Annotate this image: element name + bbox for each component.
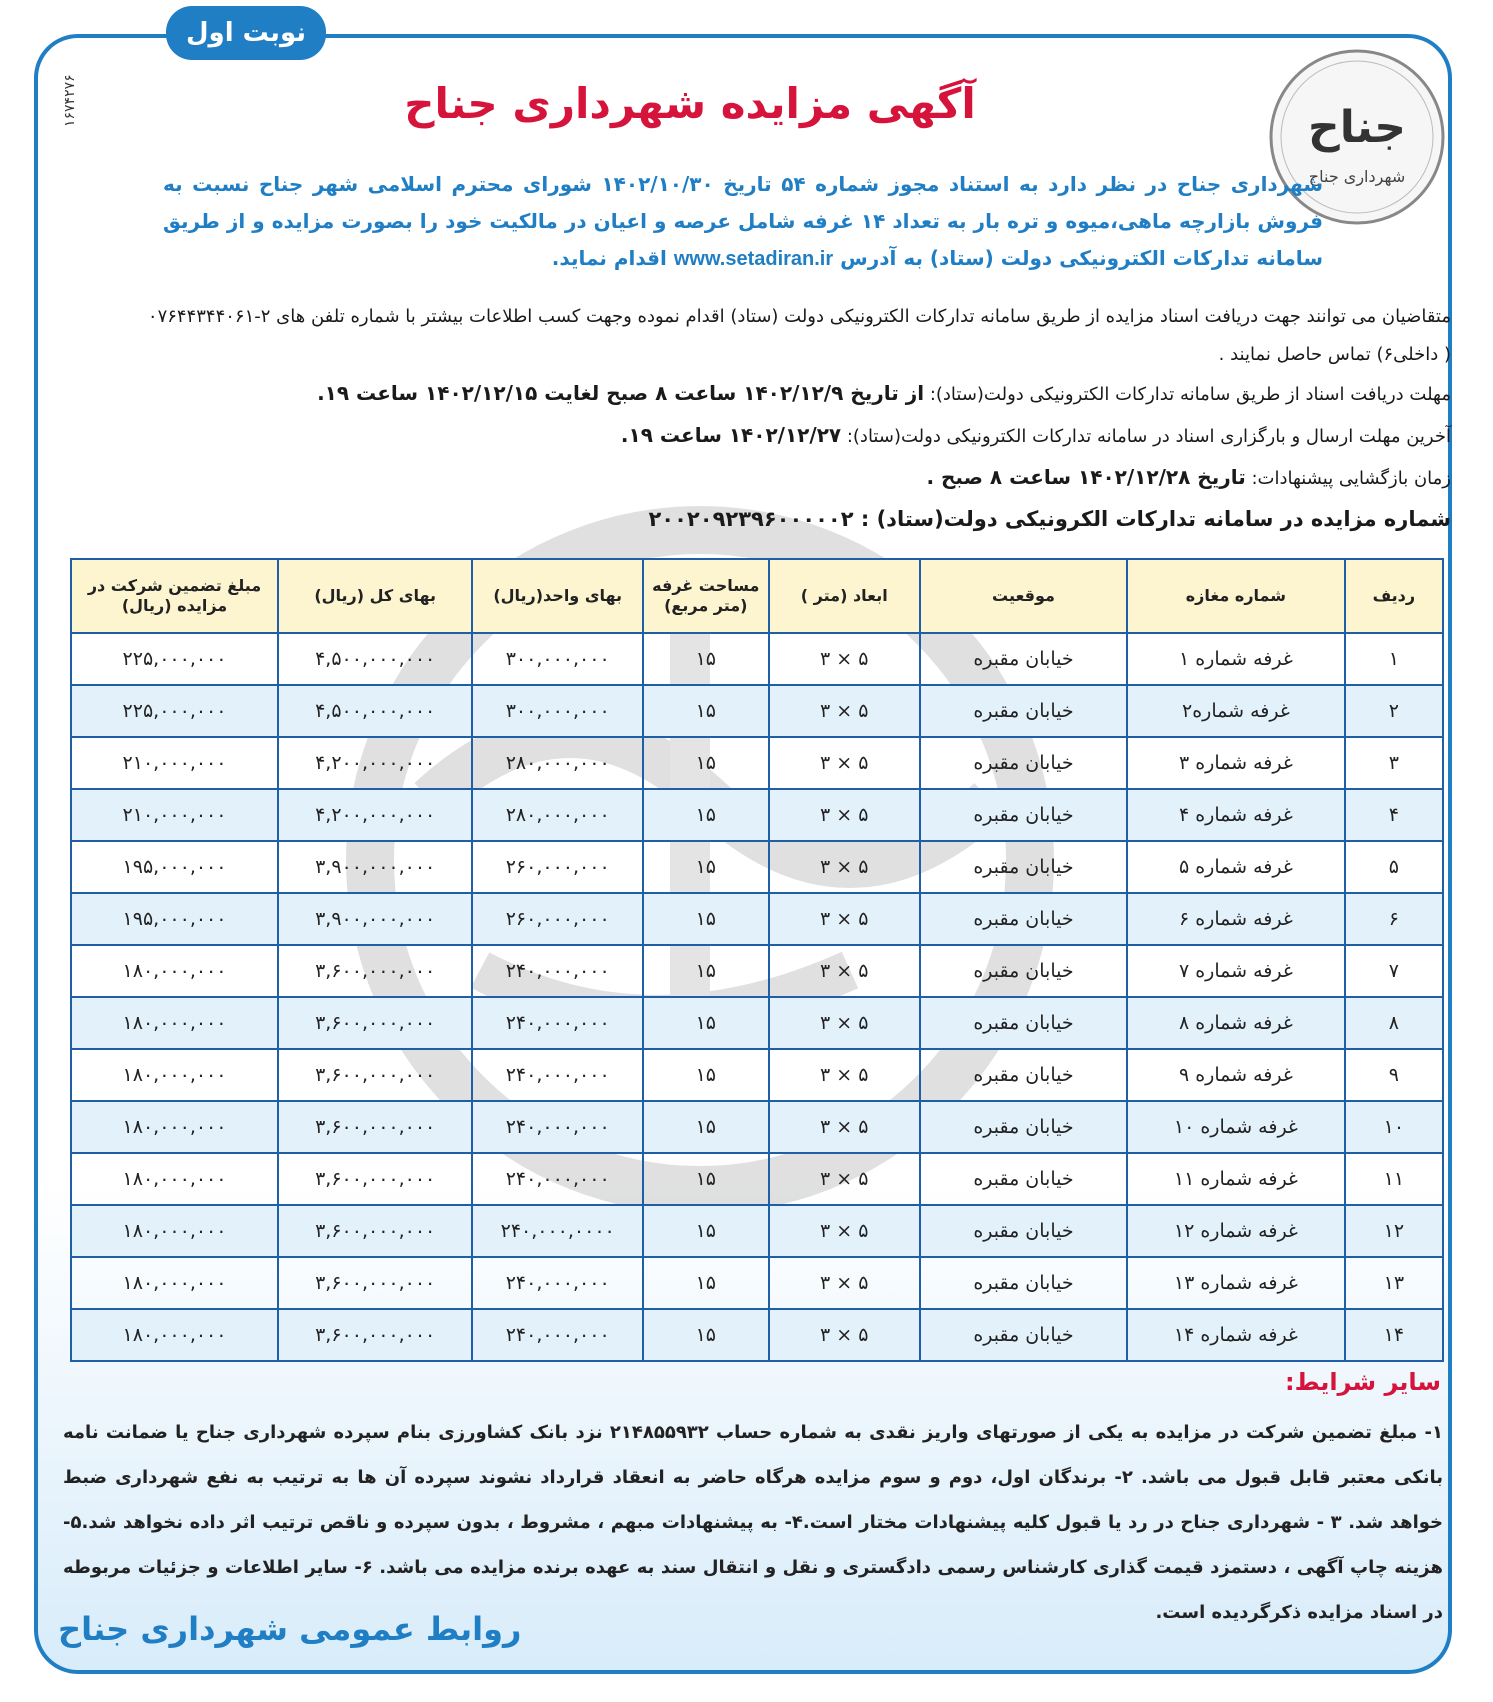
- upload-line: [41, 418, 1451, 454]
- cell-deposit: ۱۹۵,۰۰۰,۰۰۰: [71, 893, 278, 945]
- col-header-total-price: بهای کل (ریال): [278, 559, 472, 633]
- cell-total-price: ۴,۵۰۰,۰۰۰,۰۰۰: [278, 633, 472, 685]
- deadline-value: از تاریخ ۱۴۰۲/۱۲/۹ ساعت ۸ صبح لغایت ۱۴۰۲/۱۲/۱۵ ساعت ۱۹.: [317, 381, 925, 405]
- table-row: [71, 1049, 1443, 1101]
- cell-location: خیابان مقبره: [920, 997, 1127, 1049]
- cell-dimensions: ۵ × ۳: [769, 1257, 920, 1309]
- table-row: [71, 737, 1443, 789]
- cell-location: خیابان مقبره: [920, 945, 1127, 997]
- cell-shop-no: غرفه شماره ۵: [1127, 841, 1345, 893]
- intro-tail: اقدام نماید.: [551, 246, 667, 270]
- cell-dimensions: ۵ × ۳: [769, 1205, 920, 1257]
- cell-deposit: ۱۸۰,۰۰۰,۰۰۰: [71, 945, 278, 997]
- cell-total-price: ۳,۶۰۰,۰۰۰,۰۰۰: [278, 945, 472, 997]
- cell-unit-price: ۲۴۰,۰۰۰,۰۰۰: [472, 1101, 643, 1153]
- table-row: [71, 1205, 1443, 1257]
- cell-location: خیابان مقبره: [920, 737, 1127, 789]
- auction-value: ۲۰۰۲۰۹۲۳۹۶۰۰۰۰۰۲: [648, 507, 854, 531]
- cell-unit-price: ۲۶۰,۰۰۰,۰۰۰: [472, 893, 643, 945]
- cell-total-price: ۳,۶۰۰,۰۰۰,۰۰۰: [278, 1205, 472, 1257]
- table-row: [71, 685, 1443, 737]
- cell-unit-price: ۲۴۰,۰۰۰,۰۰۰: [472, 945, 643, 997]
- cell-row-no: ۱۳: [1345, 1257, 1443, 1309]
- upload-value: ۱۴۰۲/۱۲/۲۷ ساعت ۱۹.: [620, 423, 842, 447]
- table-row: [71, 945, 1443, 997]
- cell-total-price: ۳,۶۰۰,۰۰۰,۰۰۰: [278, 1257, 472, 1309]
- table-row: [71, 1101, 1443, 1153]
- cell-dimensions: ۵ × ۳: [769, 945, 920, 997]
- cell-location: خیابان مقبره: [920, 841, 1127, 893]
- cell-dimensions: ۵ × ۳: [769, 789, 920, 841]
- cell-row-no: ۱۴: [1345, 1309, 1443, 1361]
- cell-unit-price: ۲۴۰,۰۰۰,۰۰۰۰: [472, 1205, 643, 1257]
- cell-dimensions: ۵ × ۳: [769, 997, 920, 1049]
- cell-unit-price: ۲۴۰,۰۰۰,۰۰۰: [472, 1153, 643, 1205]
- col-header-unit-price: بهای واحد(ریال): [472, 559, 643, 633]
- cell-total-price: ۳,۶۰۰,۰۰۰,۰۰۰: [278, 1101, 472, 1153]
- cell-row-no: ۲: [1345, 685, 1443, 737]
- table-row: [71, 1153, 1443, 1205]
- cell-area: ۱۵: [643, 1309, 769, 1361]
- cell-total-price: ۳,۹۰۰,۰۰۰,۰۰۰: [278, 841, 472, 893]
- col-header-dimensions: ابعاد (متر ): [769, 559, 920, 633]
- cell-deposit: ۱۸۰,۰۰۰,۰۰۰: [71, 1257, 278, 1309]
- cell-area: ۱۵: [643, 633, 769, 685]
- cell-total-price: ۴,۵۰۰,۰۰۰,۰۰۰: [278, 685, 472, 737]
- cell-shop-no: غرفه شماره ۱۳: [1127, 1257, 1345, 1309]
- cell-location: خیابان مقبره: [920, 1205, 1127, 1257]
- cell-total-price: ۳,۹۰۰,۰۰۰,۰۰۰: [278, 893, 472, 945]
- col-header-area: مساحت غرفه (متر مربع): [643, 559, 769, 633]
- table-row: [71, 1309, 1443, 1361]
- conditions-text: ۱- مبلغ تضمین شرکت در مزایده به یکی از صورتهای واریز نقدی به شماره حساب ۲۱۴۸۵۵۹۳۲ نزد بانک کشاورزی بنام سپرده شهرداری جناح یا ضمانت نامه بانکی معتبر قابل قبول می باشد. ۲- برندگان اول، دوم و سوم مزایده هرگاه حاضر به انعقاد قرارداد نشوند سپرده آن ها به ترتیب به نفع شهرداری ضبط خواهد شد. ۳ - شهرداری جناح در رد یا قبول کلیه پیشنهادات مختار است.۴- به پیشنهادات مبهم ، مشروط ، بدون سپرده و ناقص ترتیب اثر داده نخواهد شد.۵- هزینه چاپ آگهی ، دستمزد قیمت گذاری کارشناس رسمی دادگستری و نقل و انتقال سند به عهده برنده مزایده می باشد. ۶- سایر اطلاعات و جزئیات مربوطه در اسناد مزایده ذکرگردیده است.: [63, 1422, 1444, 1623]
- cell-shop-no: غرفه شماره ۴: [1127, 789, 1345, 841]
- cell-dimensions: ۵ × ۳: [769, 685, 920, 737]
- cell-location: خیابان مقبره: [920, 1153, 1127, 1205]
- col-header-row-no: ردیف: [1345, 559, 1443, 633]
- notice-title: آگهی مزایده شهرداری جناح: [404, 79, 976, 128]
- deadline-label: مهلت دریافت اسناد از طریق سامانه تدارکات الکترونیکی دولت(ستاد):: [929, 384, 1451, 405]
- cell-deposit: ۲۲۵,۰۰۰,۰۰۰: [71, 685, 278, 737]
- cell-location: خیابان مقبره: [920, 1309, 1127, 1361]
- cell-unit-price: ۲۴۰,۰۰۰,۰۰۰: [472, 1049, 643, 1101]
- cell-deposit: ۱۸۰,۰۰۰,۰۰۰: [71, 997, 278, 1049]
- cell-row-no: ۶: [1345, 893, 1443, 945]
- opening-line: [41, 460, 1451, 496]
- cell-shop-no: غرفه شماره ۱۰: [1127, 1101, 1345, 1153]
- cell-location: خیابان مقبره: [920, 893, 1127, 945]
- cell-shop-no: غرفه شماره۲: [1127, 685, 1345, 737]
- logo-text: شهرداری جناح: [1308, 167, 1406, 186]
- auction-number-line: [41, 502, 1451, 536]
- cell-location: خیابان مقبره: [920, 1101, 1127, 1153]
- cell-dimensions: ۵ × ۳: [769, 1153, 920, 1205]
- conditions-title: سایر شرایط:: [1285, 1368, 1441, 1396]
- cell-area: ۱۵: [643, 841, 769, 893]
- table-row: [71, 633, 1443, 685]
- ad-code: ۱۶۷۴۲۷۶: [62, 74, 78, 128]
- setad-url[interactable]: www.setadiran.ir: [673, 248, 834, 270]
- cell-row-no: ۱۲: [1345, 1205, 1443, 1257]
- cell-total-price: ۳,۶۰۰,۰۰۰,۰۰۰: [278, 1309, 472, 1361]
- cell-unit-price: ۲۴۰,۰۰۰,۰۰۰: [472, 1257, 643, 1309]
- cell-area: ۱۵: [643, 1049, 769, 1101]
- table-header-row: [71, 559, 1443, 633]
- cell-deposit: ۲۱۰,۰۰۰,۰۰۰: [71, 789, 278, 841]
- cell-location: خیابان مقبره: [920, 1257, 1127, 1309]
- cell-dimensions: ۵ × ۳: [769, 737, 920, 789]
- cell-shop-no: غرفه شماره ۳: [1127, 737, 1345, 789]
- table-row: [71, 841, 1443, 893]
- cell-deposit: ۱۸۰,۰۰۰,۰۰۰: [71, 1205, 278, 1257]
- cell-total-price: ۳,۶۰۰,۰۰۰,۰۰۰: [278, 997, 472, 1049]
- cell-area: ۱۵: [643, 997, 769, 1049]
- cell-location: خیابان مقبره: [920, 789, 1127, 841]
- col-header-deposit: مبلغ تضمین شرکت در مزایده (ریال): [71, 559, 278, 633]
- table-body: [71, 633, 1443, 1361]
- cell-shop-no: غرفه شماره ۸: [1127, 997, 1345, 1049]
- cell-total-price: ۴,۲۰۰,۰۰۰,۰۰۰: [278, 737, 472, 789]
- cell-area: ۱۵: [643, 685, 769, 737]
- col-header-location: موقعیت: [920, 559, 1127, 633]
- cell-unit-price: ۲۶۰,۰۰۰,۰۰۰: [472, 841, 643, 893]
- opening-label: زمان بازگشایی پیشنهادات:: [1251, 468, 1451, 489]
- cell-area: ۱۵: [643, 945, 769, 997]
- intro-paragraph: [163, 166, 1323, 278]
- public-relations-signature: روابط عمومی شهرداری جناح: [58, 1610, 522, 1648]
- cell-row-no: ۵: [1345, 841, 1443, 893]
- cell-dimensions: ۵ × ۳: [769, 1101, 920, 1153]
- cell-shop-no: غرفه شماره ۹: [1127, 1049, 1345, 1101]
- cell-area: ۱۵: [643, 893, 769, 945]
- cell-shop-no: غرفه شماره ۷: [1127, 945, 1345, 997]
- cell-shop-no: غرفه شماره ۱۴: [1127, 1309, 1345, 1361]
- table-row: [71, 997, 1443, 1049]
- cell-unit-price: ۲۴۰,۰۰۰,۰۰۰: [472, 997, 643, 1049]
- cell-row-no: ۷: [1345, 945, 1443, 997]
- cell-area: ۱۵: [643, 1257, 769, 1309]
- cell-deposit: ۲۱۰,۰۰۰,۰۰۰: [71, 737, 278, 789]
- cell-dimensions: ۵ × ۳: [769, 893, 920, 945]
- cell-unit-price: ۲۸۰,۰۰۰,۰۰۰: [472, 789, 643, 841]
- cell-row-no: ۹: [1345, 1049, 1443, 1101]
- cell-shop-no: غرفه شماره ۱۱: [1127, 1153, 1345, 1205]
- cell-shop-no: غرفه شماره ۶: [1127, 893, 1345, 945]
- cell-area: ۱۵: [643, 789, 769, 841]
- cell-deposit: ۱۸۰,۰۰۰,۰۰۰: [71, 1101, 278, 1153]
- table-row: [71, 893, 1443, 945]
- auction-label: شماره مزایده در سامانه تدارکات الکرونیکی دولت(ستاد) :: [860, 507, 1451, 531]
- cell-area: ۱۵: [643, 1101, 769, 1153]
- applicants-line: متقاضیان می توانند جهت دریافت اسناد مزایده از طریق سامانه تدارکات الکترونیکی دولت (ستاد) اقدام نموده وجهت کسب اطلاعات بیشتر با شماره تلفن های ۲-۰۷۶۴۴۳۴۴۰۶۱: [147, 306, 1451, 327]
- table-row: [71, 789, 1443, 841]
- cell-location: خیابان مقبره: [920, 1049, 1127, 1101]
- cell-dimensions: ۵ × ۳: [769, 1309, 920, 1361]
- table-row: [71, 1257, 1443, 1309]
- cell-shop-no: غرفه شماره ۱۲: [1127, 1205, 1345, 1257]
- cell-location: خیابان مقبره: [920, 633, 1127, 685]
- cell-unit-price: ۲۸۰,۰۰۰,۰۰۰: [472, 737, 643, 789]
- cell-deposit: ۱۸۰,۰۰۰,۰۰۰: [71, 1049, 278, 1101]
- intro-text: شهرداری جناح در نظر دارد به استناد مجوز شماره ۵۴ تاریخ ۱۴۰۲/۱۰/۳۰ شورای محترم اسلامی شهر جناح نسبت به فروش بازارچه ماهی،میوه و تره بار به تعداد ۱۴ غرفه شامل عرصه و اعیان در مالکیت خود را بصورت مزایده و از طریق سامانه تدارکات الکترونیکی دولت (ستاد) به آدرس: [163, 172, 1324, 270]
- cell-unit-price: ۳۰۰,۰۰۰,۰۰۰: [472, 633, 643, 685]
- cell-unit-price: ۳۰۰,۰۰۰,۰۰۰: [472, 685, 643, 737]
- applicants-line-2: ( داخلی۶) تماس حاصل نمایند .: [1218, 344, 1451, 365]
- cell-unit-price: ۲۴۰,۰۰۰,۰۰۰: [472, 1309, 643, 1361]
- cell-dimensions: ۵ × ۳: [769, 1049, 920, 1101]
- cell-total-price: ۴,۲۰۰,۰۰۰,۰۰۰: [278, 789, 472, 841]
- cell-row-no: ۱۱: [1345, 1153, 1443, 1205]
- stalls-table: [70, 558, 1444, 1362]
- cell-deposit: ۱۸۰,۰۰۰,۰۰۰: [71, 1153, 278, 1205]
- logo-mark: جناح: [1308, 102, 1406, 153]
- cell-dimensions: ۵ × ۳: [769, 841, 920, 893]
- cell-shop-no: غرفه شماره ۱: [1127, 633, 1345, 685]
- cell-row-no: ۸: [1345, 997, 1443, 1049]
- cell-deposit: ۲۲۵,۰۰۰,۰۰۰: [71, 633, 278, 685]
- cell-row-no: ۱۰: [1345, 1101, 1443, 1153]
- cell-row-no: ۴: [1345, 789, 1443, 841]
- cell-dimensions: ۵ × ۳: [769, 633, 920, 685]
- cell-deposit: ۱۸۰,۰۰۰,۰۰۰: [71, 1309, 278, 1361]
- cell-row-no: ۳: [1345, 737, 1443, 789]
- cell-area: ۱۵: [643, 737, 769, 789]
- cell-deposit: ۱۹۵,۰۰۰,۰۰۰: [71, 841, 278, 893]
- opening-value: تاریخ ۱۴۰۲/۱۲/۲۸ ساعت ۸ صبح .: [926, 465, 1246, 489]
- col-header-shop-no: شماره مغازه: [1127, 559, 1345, 633]
- cell-area: ۱۵: [643, 1153, 769, 1205]
- upload-label: آخرین مهلت ارسال و بارگزاری اسناد در سامانه تدارکات الکترونیکی دولت(ستاد):: [846, 426, 1451, 447]
- edition-badge: نوبت اول: [166, 6, 326, 60]
- cell-location: خیابان مقبره: [920, 685, 1127, 737]
- cell-area: ۱۵: [643, 1205, 769, 1257]
- cell-total-price: ۳,۶۰۰,۰۰۰,۰۰۰: [278, 1049, 472, 1101]
- cell-total-price: ۳,۶۰۰,۰۰۰,۰۰۰: [278, 1153, 472, 1205]
- deadline-line: [41, 376, 1451, 412]
- cell-row-no: ۱: [1345, 633, 1443, 685]
